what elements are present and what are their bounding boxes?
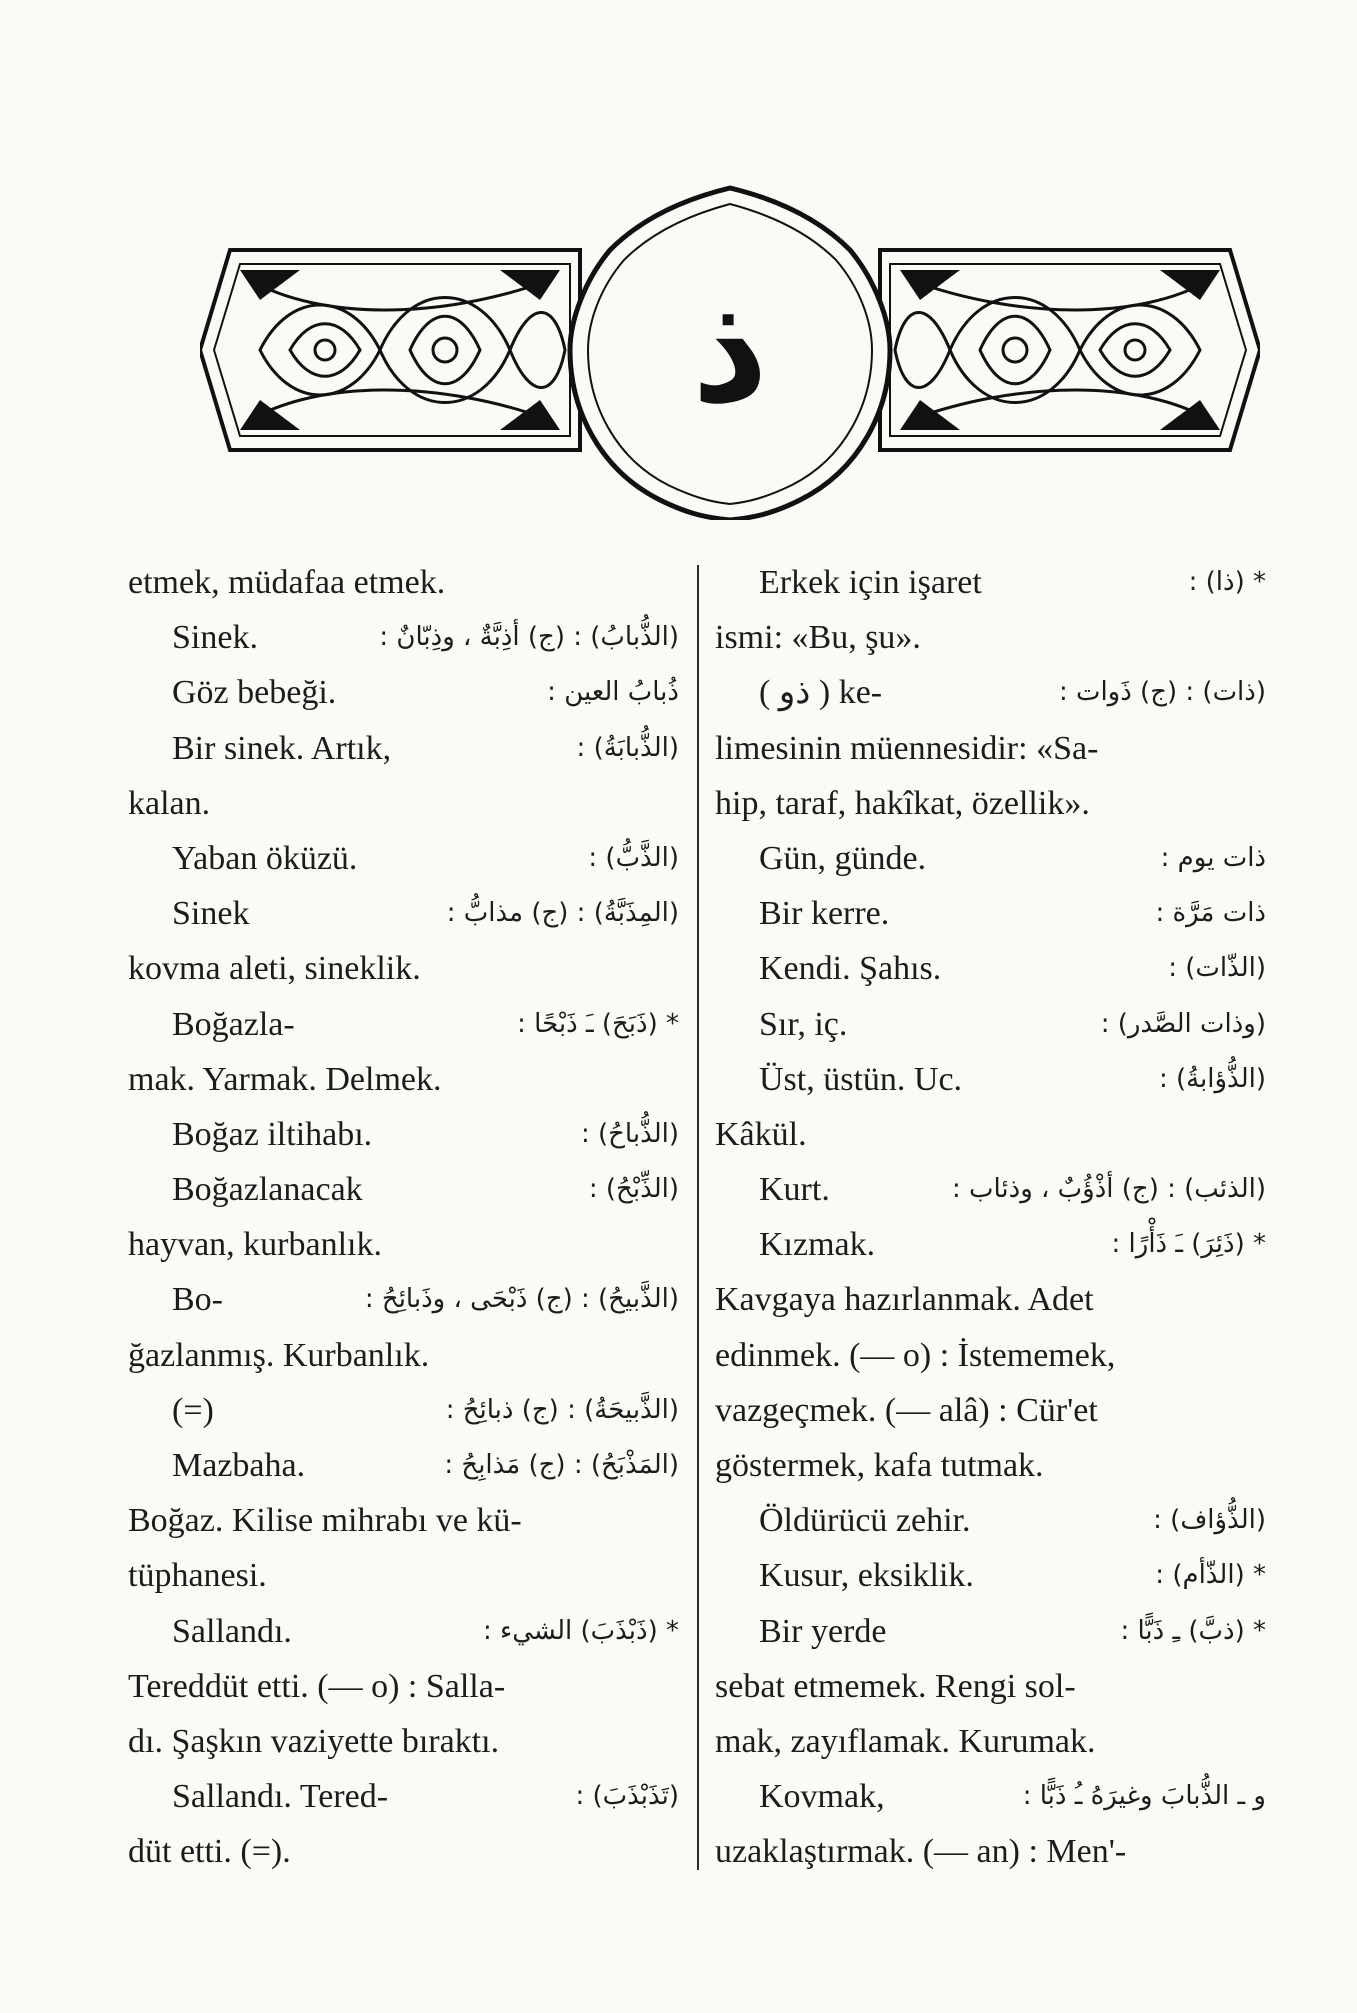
entry-line	[128, 1107, 693, 1162]
arabic-headword: (الذُّباحُ) :	[580, 1118, 679, 1149]
turkish-definition: Bo-	[172, 1281, 223, 1319]
entry-line	[715, 555, 1280, 610]
turkish-definition: Erkek için işaret	[759, 564, 982, 601]
entry-line	[715, 1107, 1280, 1162]
entry-line	[715, 1217, 1280, 1272]
turkish-definition: Kızmak.	[759, 1226, 876, 1264]
entry-line	[715, 721, 1280, 776]
arabic-headword: و ـ الذُّبابَ وغيرَهُ ـُ ذَبًّا :	[1022, 1781, 1266, 1812]
turkish-definition: etmek, müdafaa etmek.	[128, 564, 446, 601]
turkish-definition: Kendi. Şahıs.	[759, 950, 942, 988]
entry-line	[128, 721, 693, 776]
turkish-definition: Gün, günde.	[759, 839, 927, 877]
arabic-headword: * (ذبَّ) ـِ ذَبًّا :	[1120, 1615, 1266, 1646]
entry-line	[715, 1824, 1280, 1879]
turkish-definition: Bir yerde	[759, 1612, 887, 1650]
right-ornament-band	[880, 250, 1260, 450]
turkish-definition: Mazbaha.	[172, 1447, 306, 1484]
arabic-headword: (الذُّؤاف) :	[1153, 1505, 1266, 1536]
entry-line	[128, 1438, 693, 1493]
turkish-definition: Boğazlanacak	[172, 1171, 363, 1209]
entry-line	[715, 1383, 1280, 1438]
turkish-definition: hayvan, kurbanlık.	[128, 1226, 382, 1264]
turkish-definition: Üst, üstün. Uc.	[759, 1060, 963, 1098]
entry-line	[715, 1272, 1280, 1327]
entry-line	[715, 1493, 1280, 1548]
turkish-definition: Boğaz iltihabı.	[172, 1115, 373, 1153]
arabic-headword: ذات مَرَّة :	[1155, 898, 1266, 929]
turkish-definition: Yaban öküzü.	[172, 839, 358, 877]
arabic-headword: (الذَّبُّ) :	[588, 842, 679, 873]
entry-line	[715, 997, 1280, 1052]
turkish-definition: göstermek, kafa tutmak.	[715, 1447, 1044, 1484]
turkish-definition: hip, taraf, hakîkat, özellik».	[715, 784, 1090, 822]
arabic-headword: * (ذا) :	[1188, 567, 1266, 597]
turkish-definition: Göz bebeği.	[172, 674, 337, 712]
arabic-headword: * (ذَئِرَ) ـَ ذَأْرًا :	[1111, 1229, 1266, 1260]
arabic-headword: (المِذَبَّةُ) : (ج) مذابُّ :	[446, 898, 679, 929]
turkish-definition: Kusur, eksiklik.	[759, 1557, 974, 1595]
turkish-definition: düt etti. (=).	[128, 1833, 291, 1871]
entry-line	[128, 1217, 693, 1272]
turkish-definition: kalan.	[128, 784, 211, 822]
entry-line	[128, 1824, 693, 1879]
entry-line	[128, 997, 693, 1052]
arabic-headword: (الذِّبْحُ) :	[588, 1174, 679, 1205]
entry-line	[128, 1659, 693, 1714]
turkish-definition: uzaklaştırmak. (— an) : Men'-	[715, 1833, 1127, 1871]
entry-line	[128, 1052, 693, 1107]
turkish-definition: edinmek. (— o) : İstememek,	[715, 1336, 1116, 1374]
arabic-headword: (الذُّؤابةُ) :	[1158, 1063, 1266, 1094]
turkish-definition: Tereddüt etti. (— o) : Salla-	[128, 1667, 506, 1705]
turkish-definition: Sinek.	[172, 619, 258, 657]
entry-line	[715, 886, 1280, 941]
entry-line	[715, 831, 1280, 886]
turkish-definition: ismi: «Bu, şu».	[715, 619, 921, 657]
section-letter: ذ	[691, 263, 769, 437]
turkish-definition: dı. Şaşkın vaziyette bıraktı.	[128, 1722, 500, 1760]
arabic-headword: * (الذّأم) :	[1155, 1560, 1266, 1591]
left-column	[128, 555, 693, 1880]
arabic-headword: (الذُّبابَةُ) :	[576, 732, 679, 763]
entry-line	[715, 1714, 1280, 1769]
entry-line	[128, 1493, 693, 1548]
arabic-headword: (الذُّبابُ) : (ج) أذِبَّةٌ ، وذِبّانٌ :	[379, 622, 679, 653]
entry-line	[715, 1162, 1280, 1217]
entry-line	[128, 1548, 693, 1603]
turkish-definition: kovma aleti, sineklik.	[128, 950, 421, 988]
entry-line	[128, 1769, 693, 1824]
turkish-definition: Bir sinek. Artık,	[172, 729, 392, 767]
entry-line	[128, 610, 693, 665]
turkish-definition: sebat etmemek. Rengi sol-	[715, 1667, 1076, 1705]
turkish-definition: Bir kerre.	[759, 895, 890, 933]
entry-line	[715, 776, 1280, 831]
entry-line	[128, 831, 693, 886]
entry-line	[715, 665, 1280, 720]
entry-line	[715, 1052, 1280, 1107]
turkish-definition: ğazlanmış. Kurbanlık.	[128, 1336, 430, 1374]
entry-line	[715, 1438, 1280, 1493]
entry-line	[128, 1714, 693, 1769]
turkish-definition: Kâkül.	[715, 1115, 807, 1153]
entry-line	[128, 665, 693, 720]
entry-line	[128, 1272, 693, 1327]
entry-line	[715, 1328, 1280, 1383]
entry-line	[715, 1769, 1280, 1824]
arabic-headword: * (ذَبْذَبَ) الشيء :	[482, 1615, 679, 1646]
entry-line	[128, 941, 693, 996]
entry-line	[128, 555, 693, 610]
arabic-headword: * (ذَبَحَ) ـَ ذَبْحًا :	[517, 1008, 679, 1039]
entry-line	[128, 1604, 693, 1659]
arabic-headword: (المَذْبَحُ) : (ج) مَذابِحُ :	[444, 1450, 679, 1480]
turkish-definition: Boğazla-	[172, 1005, 295, 1043]
entry-line	[128, 1162, 693, 1217]
turkish-definition: Öldürücü zehir.	[759, 1502, 971, 1540]
arabic-headword: (الذئب) : (ج) أذْؤُبٌ ، وذئاب :	[951, 1174, 1266, 1205]
entry-line	[128, 1328, 693, 1383]
entry-line	[715, 941, 1280, 996]
arabic-headword: (الذَّبيحُ) : (ج) ذَبْحَى ، وذَبائِحُ :	[364, 1284, 679, 1315]
turkish-definition: mak, zayıflamak. Kurumak.	[715, 1722, 1096, 1760]
turkish-definition: tüphanesi.	[128, 1557, 267, 1595]
turkish-definition: Kavgaya hazırlanmak. Adet	[715, 1281, 1094, 1319]
turkish-definition: Kovmak,	[759, 1778, 885, 1816]
arabic-headword: (الذَّبيحَةُ) : (ج) ذبائِحُ :	[445, 1394, 679, 1425]
column-divider	[697, 565, 699, 1870]
turkish-definition: limesinin müennesidir: «Sa-	[715, 729, 1099, 767]
arabic-headword: ذُبابُ العين :	[547, 677, 679, 708]
turkish-definition: Sinek	[172, 895, 250, 933]
turkish-definition: Kurt.	[759, 1171, 830, 1209]
entry-line	[715, 1548, 1280, 1603]
entry-line	[715, 610, 1280, 665]
turkish-definition: ( ذو ) ke-	[759, 674, 883, 712]
left-ornament-band	[200, 250, 580, 450]
arabic-headword: ذات يوم :	[1160, 842, 1266, 873]
turkish-definition: Boğaz. Kilise mihrabı ve kü-	[128, 1502, 522, 1540]
turkish-definition: vazgeçmek. (— alâ) : Cür'et	[715, 1391, 1098, 1429]
turkish-definition: Sır, iç.	[759, 1005, 848, 1043]
right-column	[715, 555, 1280, 1880]
entry-line	[128, 1383, 693, 1438]
entry-line	[715, 1604, 1280, 1659]
entry-line	[128, 776, 693, 831]
entry-line	[715, 1659, 1280, 1714]
turkish-definition: Sallandı.	[172, 1612, 292, 1650]
arabic-headword: (وذات الصَّدر) :	[1100, 1008, 1266, 1039]
turkish-definition: (=)	[172, 1391, 214, 1429]
arabic-headword: (ذات) : (ج) ذَوات :	[1058, 677, 1266, 708]
arabic-headword: (الذّات) :	[1168, 953, 1266, 984]
turkish-definition: Sallandı. Tered-	[172, 1778, 389, 1816]
turkish-definition: mak. Yarmak. Delmek.	[128, 1060, 442, 1098]
arabic-headword: (تَذَبْذَبَ) :	[575, 1781, 679, 1812]
entry-line	[128, 886, 693, 941]
